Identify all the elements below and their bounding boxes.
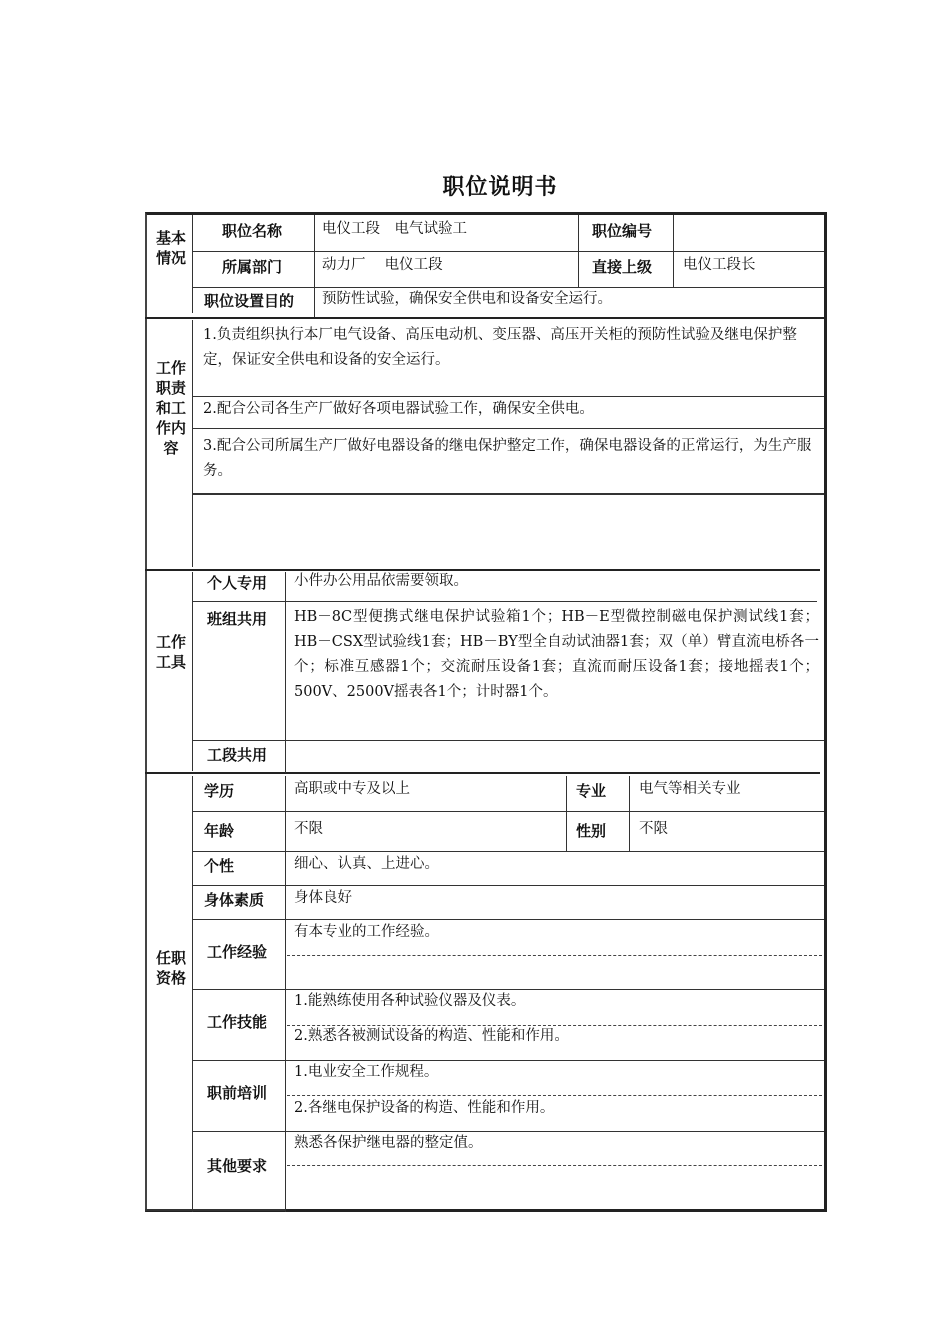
position-name-label: 职位名称	[222, 222, 283, 240]
section-label-tools: 工作工具	[156, 633, 187, 671]
skills-item-2: 2.熟悉各被测试设备的构造、性能和作用。	[294, 1028, 569, 1044]
training-item-2: 2.各继电保护设备的构造、性能和作用。	[294, 1100, 555, 1116]
age-label: 年龄	[204, 822, 235, 840]
training-item-1: 1.电业安全工作规程。	[294, 1064, 439, 1080]
skills-label: 工作技能	[207, 1013, 268, 1031]
duty-item-1: 1.负责组织执行本厂电气设备、高压电动机、变压器、高压开关柜的预防性试验及继电保护整定，保证安全供电和设备的安全运行。	[203, 327, 797, 368]
physique-label: 身体素质	[204, 891, 265, 909]
personal-tools-label: 个人专用	[207, 574, 268, 592]
personality-label: 个性	[204, 857, 235, 875]
purpose-value: 预防性试验，确保安全供电和设备安全运行。	[322, 291, 612, 307]
other-value: 熟悉各保护继电器的整定值。	[294, 1135, 483, 1151]
section-tools-label: 工段共用	[207, 746, 268, 764]
department-value: 动力厂 电仪工段	[322, 257, 443, 273]
section-label-basic: 基本情况	[156, 229, 187, 267]
major-value: 电气等相关专业	[639, 781, 741, 797]
education-value: 高职或中专及以上	[294, 781, 410, 797]
training-label: 职前培训	[207, 1084, 268, 1102]
purpose-label: 职位设置目的	[204, 292, 295, 310]
education-label: 学历	[204, 782, 235, 800]
section-label-qualification: 任职资格	[156, 949, 187, 987]
team-tools-value: HB－8C型便携式继电保护试验箱1个；HB－E型微控制磁电保护测试线1套；HB－CSX型试验线1套；HB－BY型全自动试油器1套；双（单）臂直流电桥各一个；标准互感器1个；交流耐压设备1套；直流而耐压设备1套；接地摇表1个；500V、2500V摇表各1个；计时器1个。	[294, 609, 819, 700]
position-name-value: 电仪工段 电气试验工	[322, 221, 467, 237]
personality-value: 细心、认真、上进心。	[294, 856, 439, 872]
duty-item-2: 2.配合公司各生产厂做好各项电器试验工作，确保安全供电。	[203, 401, 594, 417]
other-label: 其他要求	[207, 1157, 268, 1175]
page-title: 职位说明书	[442, 175, 558, 200]
section-label-duties: 工作职责和工作内容	[156, 359, 187, 457]
gender-value: 不限	[639, 821, 668, 837]
superior-label: 直接上级	[592, 258, 653, 276]
department-label: 所属部门	[222, 258, 283, 276]
experience-value: 有本专业的工作经验。	[294, 924, 439, 940]
personal-tools-value: 小件办公用品依需要领取。	[294, 573, 468, 589]
team-tools-label: 班组共用	[207, 610, 268, 628]
physique-value: 身体良好	[294, 890, 352, 906]
superior-value: 电仪工段长	[683, 257, 756, 273]
age-value: 不限	[294, 821, 323, 837]
gender-label: 性别	[576, 822, 607, 840]
position-code-label: 职位编号	[592, 222, 653, 240]
skills-item-1: 1.能熟练使用各种试验仪器及仪表。	[294, 993, 526, 1009]
experience-label: 工作经验	[207, 943, 268, 961]
duty-item-3: 3.配合公司所属生产厂做好电器设备的继电保护整定工作，确保电器设备的正常运行，为生产服务。	[203, 438, 812, 479]
major-label: 专业	[576, 782, 607, 800]
